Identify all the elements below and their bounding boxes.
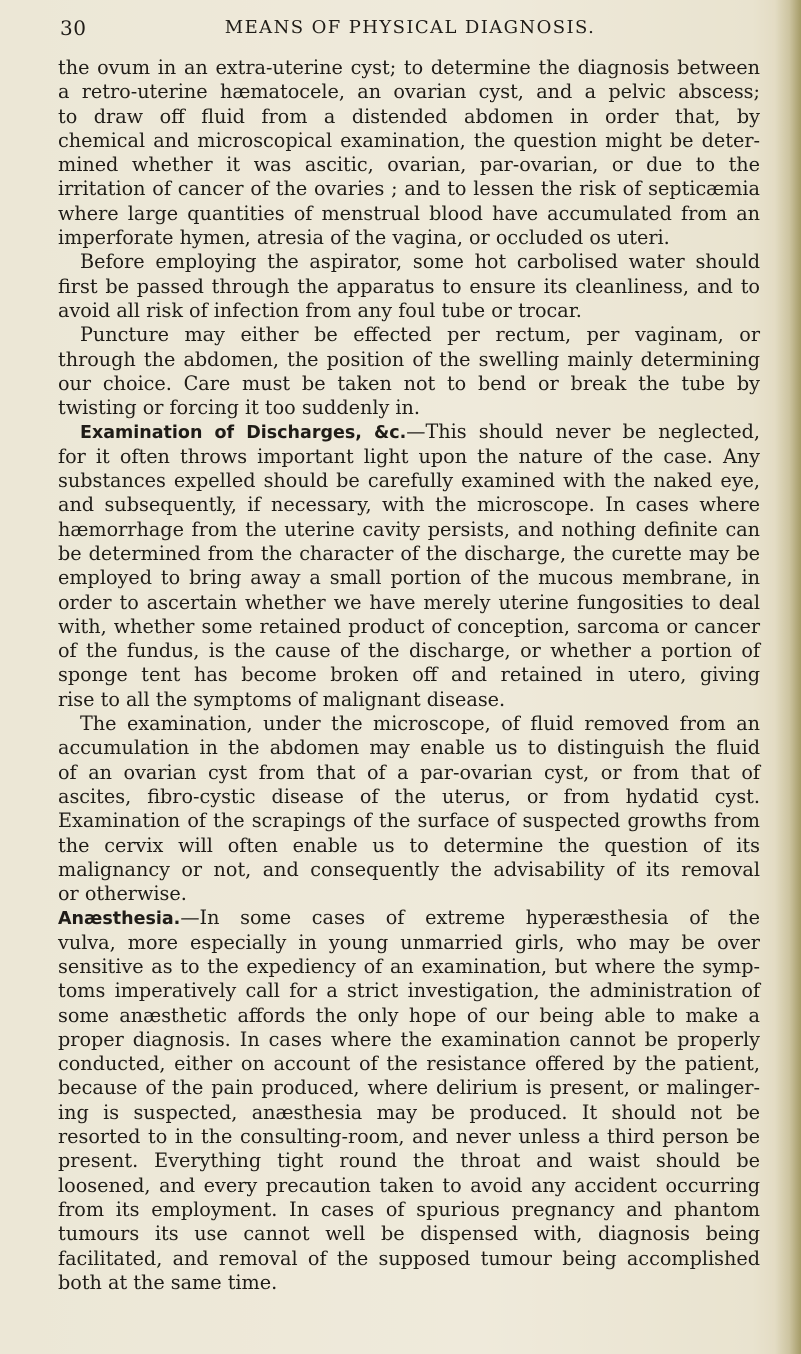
running-title: MEANS OF PHYSICAL DIAGNOSIS. [224,17,596,38]
text-line [58,979,760,1003]
line-text: through the abdomen, the position of the swelling mainly determining [58,347,760,371]
text-line [58,1125,760,1149]
text-line [58,955,760,979]
line-text: from its employment. In cases of spurious pregnancy and phantom [58,1197,760,1221]
text-line [58,348,760,372]
line-text: be determined from the character of the discharge, the curette may be [58,541,760,565]
line-text: loosened, and every precaution taken to avoid any accident occurring [58,1173,760,1197]
text-line [58,858,760,882]
text-line [58,639,760,663]
text-line [58,372,760,396]
text-line [58,299,760,323]
text-line [58,1076,760,1100]
line-text: sensitive as to the expediency of an examination, but where the symp- [58,954,760,978]
line-text: accumulation in the abdomen may enable us to distinguish the fluid [58,736,760,760]
text-line [58,56,760,80]
page-edge-shadow [775,0,801,1354]
text-line [58,202,760,226]
text-line [58,882,760,906]
line-text: vulva, more especially in young unmarried girls, who may be over [58,930,760,954]
line-text: some anæsthetic affords the only hope of our being able to make a [58,1003,760,1027]
line-text: facilitated, and removal of the supposed tumour being accomplished [58,1246,760,1270]
text-line [58,420,760,444]
line-text: or otherwise. [58,882,187,906]
line-text: mined whether it was ascitic, ovarian, par-ovarian, or due to the [58,153,760,177]
line-text: employed to bring away a small portion of the mucous membrane, in [58,566,760,590]
line-text: of an ovarian cyst from that of a par-ovarian cyst, or from that of [58,760,760,784]
text-line [58,518,760,542]
line-text: both at the same time. [58,1270,278,1294]
line-text: —This should never be neglected, [406,420,760,444]
line-text: present. Everything tight round the throat and waist should be [58,1149,760,1173]
text-line [58,493,760,517]
text-line [58,736,760,760]
text-line [58,931,760,955]
text-line [58,1004,760,1028]
line-text: twisting or forcing it too suddenly in. [58,396,420,420]
text-line [58,663,760,687]
text-line [58,1028,760,1052]
text-line [58,250,760,274]
text-line [58,80,760,104]
text-line [58,469,760,493]
line-text: because of the pain produced, where delirium is present, or malinger- [58,1076,760,1100]
line-text: Puncture may either be effected per rectum, per vaginam, or [80,323,760,347]
line-text: —In some cases of extreme hyperæsthesia of the [180,906,760,930]
line-text: order to ascertain whether we have merely uterine fungosities to deal [58,590,760,614]
line-text: for it often throws important light upon the nature of the case. Any [58,444,760,468]
text-line [58,153,760,177]
text-line [58,129,760,153]
line-text: imperforate hymen, atresia of the vagina, or occluded os uteri. [58,226,670,250]
line-text: our choice. Care must be taken not to bend or break the tube by [58,371,760,395]
body-text [58,56,760,1295]
text-line [58,177,760,201]
line-text: rise to all the symptoms of malignant disease. [58,687,506,711]
line-text: chemical and microscopical examination, the question might be deter- [58,128,760,152]
text-line [58,809,760,833]
line-text: resorted to in the consulting-room, and never unless a third person be [58,1125,760,1149]
line-text: irritation of cancer of the ovaries ; and to lessen the risk of septicæmia [58,177,760,201]
text-line [58,1174,760,1198]
page-header [60,16,760,40]
line-text: tumours its use cannot well be dispensed with, diagnosis being [58,1222,760,1246]
line-text: the cervix will often enable us to determine the question of its [58,833,760,857]
line-text: sponge tent has become broken off and retained in utero, giving [58,663,760,687]
text-line [58,834,760,858]
text-line [58,615,760,639]
page-number: 30 [60,16,87,40]
line-text: to draw off fluid from a distended abdomen in order that, by [58,104,760,128]
line-text: The examination, under the microscope, of fluid removed from an [80,712,760,736]
text-line [58,226,760,250]
line-text: and subsequently, if necessary, with the microscope. In cases where [58,493,760,517]
text-line [58,591,760,615]
line-text: Examination of the scrapings of the surface of suspected growths from [58,809,760,833]
line-text: where large quantities of menstrual blood have accumulated from an [58,201,760,225]
text-line [58,275,760,299]
text-line [58,906,760,930]
text-line [58,323,760,347]
text-line [58,688,760,712]
text-line [58,396,760,420]
line-text: first be passed through the apparatus to ensure its cleanliness, and to [58,274,760,298]
text-line [58,1101,760,1125]
line-text: a retro-uterine hæmatocele, an ovarian cyst, and a pelvic abscess; [58,80,760,104]
text-line [58,761,760,785]
text-line [58,712,760,736]
line-text: substances expelled should be carefully examined with the naked eye, [58,469,760,493]
text-line [58,1198,760,1222]
line-text: the ovum in an extra-uterine cyst; to determine the diagnosis between [58,56,760,79]
text-line [58,1222,760,1246]
line-text: Before employing the aspirator, some hot carbolised water should [80,250,760,274]
text-line [58,785,760,809]
text-line [58,105,760,129]
section-heading: Examination of Discharges, &c. [80,423,407,444]
text-line [58,445,760,469]
text-line [58,1052,760,1076]
text-line [58,542,760,566]
line-text: malignancy or not, and consequently the advisability of its removal [58,857,760,881]
line-text: avoid all risk of infection from any foul tube or trocar. [58,298,582,322]
line-text: hæmorrhage from the uterine cavity persists, and nothing definite can [58,517,760,541]
line-text: ascites, fibro-cystic disease of the uterus, or from hydatid cyst. [58,784,760,808]
text-line [58,1149,760,1173]
line-text: conducted, either on account of the resistance offered by the patient, [58,1052,760,1076]
line-text: of the fundus, is the cause of the discharge, or whether a portion of [58,639,760,663]
section-heading: Anæsthesia. [58,909,181,930]
line-text: toms imperatively call for a strict investigation, the administration of [58,979,760,1003]
line-text: with, whether some retained product of conception, sarcoma or cancer [58,614,760,638]
text-line [58,1271,760,1295]
line-text: ing is suspected, anæsthesia may be produced. It should not be [58,1100,760,1124]
text-line [58,1247,760,1271]
text-line [58,566,760,590]
line-text: proper diagnosis. In cases where the examination cannot be properly [58,1027,760,1051]
